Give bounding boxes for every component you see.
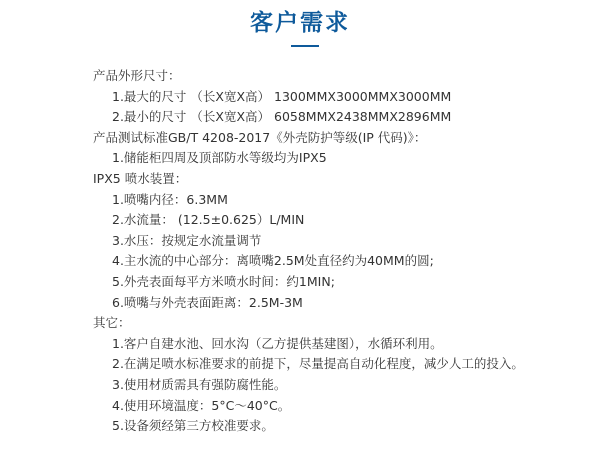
section-heading-test-standard: 产品测试标准GB/T 4208-2017《外壳防护等级(IP 代码)》： xyxy=(93,129,427,145)
list-item: 5.设备须经第三方校准要求。 xyxy=(112,418,274,434)
section-heading-spray-device: IPX5 喷水装置： xyxy=(93,170,188,186)
list-item: 5.外壳表面每平方米喷水时间：约1MIN; xyxy=(112,273,335,289)
section-heading-dimensions: 产品外形尺寸： xyxy=(93,68,181,83)
list-item: 1.最大的尺寸 （长X宽X高） 1300MMX3000MMX3000MM xyxy=(112,88,452,104)
list-item: 2.在满足喷水标准要求的前提下，尽量提高自动化程度，减少人工的投入。 xyxy=(112,356,524,372)
requirements-body xyxy=(93,66,593,437)
section-heading-other: 其它： xyxy=(93,315,131,331)
list-item: 2.最小的尺寸 （长X宽X高） 6058MMX2438MMX2896MM xyxy=(112,109,452,125)
list-item: 6.喷嘴与外壳表面距离：2.5M-3M xyxy=(112,294,303,310)
list-item: 2.水流量： (12.5±0.625）L/MIN xyxy=(112,212,305,228)
page-title: 客户需求 xyxy=(250,10,350,36)
list-item: 3.使用材质需具有强防腐性能。 xyxy=(112,376,287,392)
list-item: 4.主水流的中心部分：离喷嘴2.5M处直径约为40MM的圆; xyxy=(112,253,434,269)
list-item: 3.水压：按规定水流量调节 xyxy=(112,232,262,248)
list-item: 1.储能柜四周及顶部防水等级均为IPX5 xyxy=(112,150,327,166)
title-underline xyxy=(291,45,319,47)
list-item: 4.使用环境温度：5°C～40°C。 xyxy=(112,397,291,413)
list-item: 1.喷嘴内径：6.3MM xyxy=(112,191,228,207)
list-item: 1.客户自建水池、回水沟（乙方提供基建图），水循环利用。 xyxy=(112,335,443,351)
